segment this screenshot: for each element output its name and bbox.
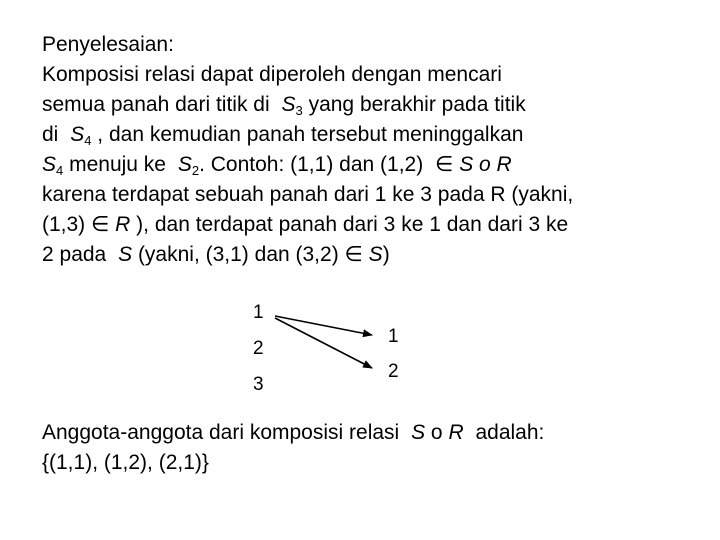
para-line-6: (1,3) ∈ R ), dan terdapat panah dari 3 ke 1 dan dari 3 ke: [42, 213, 569, 236]
para-line-5: karena terdapat sebuah panah dari 1 ke 3 pada R (yakni,: [42, 183, 574, 206]
para-line-4: $S_4$ menuju ke $S_2$. Contoh: (1,1) dan (1,2) ∈ S o R: [42, 153, 512, 178]
para-line-1: Komposisi relasi dapat diperoleh dengan mencari: [42, 63, 502, 86]
left-node-1: 1: [253, 302, 264, 323]
heading: Penyelesaian:: [42, 33, 174, 56]
arrow-1-to-1: [275, 316, 372, 335]
arrow-1-to-2: [275, 318, 372, 368]
right-node-1: 1: [388, 326, 399, 347]
right-node-2: 2: [388, 361, 399, 382]
para-line-3: di $S_4$ , dan kemudian panah tersebut meninggalkan: [42, 123, 524, 148]
left-node-3: 3: [253, 374, 264, 395]
para-line-7: 2 pada S (yakni, (3,1) dan (3,2) ∈ S): [42, 243, 390, 266]
result-text: [42, 418, 692, 478]
para-line-2: semua panah dari titik di $S_3$ yang berakhir pada titik: [42, 93, 526, 118]
left-node-2: 2: [253, 338, 264, 359]
result-line-1: Anggota-anggota dari komposisi relasi S o R adalah:: [42, 421, 545, 444]
explanation-text: [42, 30, 692, 270]
result-line-2: {(1,1), (1,2), (2,1)}: [42, 451, 209, 474]
